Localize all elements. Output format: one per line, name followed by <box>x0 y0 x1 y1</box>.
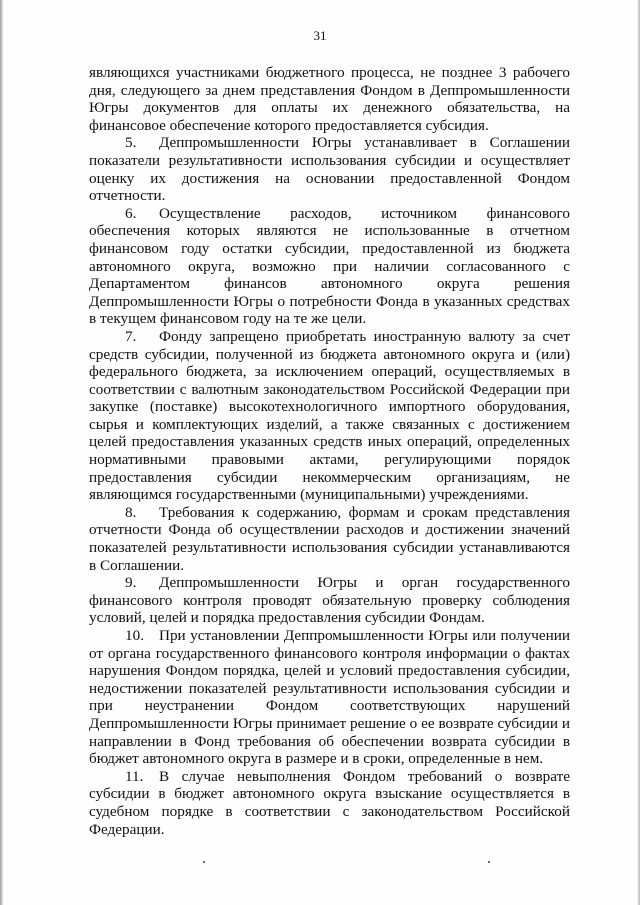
paragraph-number: 7. <box>125 327 137 345</box>
paragraph-5 <box>89 134 570 204</box>
paragraph-text: При установлении Деппромышленности Югры или получении от органа государственного финансового контроля информации о фактах нарушения Фондом порядка, целей и условий предоставления субсидии, недостижении показателей результативности использования субсидии и при неустранении Фондом соответствующих нарушений Деппромышленности Югры принимает решение о ее возврате субсидии и направлении в Фонд требования об обеспечении возврата субсидии в бюджет автономного округа в размере и в сроки, определенные в нем. <box>89 627 570 768</box>
paragraph-text: Фонду запрещено приобретать иностранную валюту за счет средств субсидии, полученной из бюджета автономного округа и (или) федерального бюджета, за исключением операций, осуществляемых в соответствии с валютным законодательством Российской Федерации при закупке (поставке) высокотехнологичного импортного оборудования, сырья и комплектующих изделий, а также связанных с достижением целей предоставления указанных средств иных операций, определенных нормативными правовыми актами, регулирующими порядок предоставления субсидии некоммерческим организациям, не являющимся государственными (муниципальными) учреждениями. <box>89 327 570 504</box>
paragraph-text: В случае невыполнения Фондом требований о возврате субсидии в бюджет автономного округа взыскание осуществляется в судебном порядке в соответствии с законодательством Российской Федерации. <box>89 767 570 838</box>
page-number: 31 <box>313 28 327 43</box>
paragraph-10 <box>89 627 570 768</box>
paragraph-11 <box>89 768 570 838</box>
paragraph-number: 5. <box>125 134 137 152</box>
paragraph-text: Требования к содержанию, формам и срокам представления отчетности Фонда об осуществлении расходов и достижении значений показателей результативности использования субсидии устанавливаются в Соглашении. <box>89 503 570 574</box>
paragraph-number: 9. <box>125 574 137 592</box>
paragraph-7 <box>89 328 570 504</box>
paragraph-6 <box>89 205 570 328</box>
paragraph-text: Деппромышленности Югры устанавливает в Соглашении показатели результативности использования субсидии и осуществляет оценку их достижения на основании предоставленной Фондом отчетности. <box>89 134 570 205</box>
paragraph-number: 8. <box>125 503 137 521</box>
scan-speck <box>488 861 490 863</box>
paragraph-continuation <box>89 64 570 134</box>
paragraph-text: Деппромышленности Югры и орган государственного финансового контроля проводят обязательную проверку соблюдения условий, целей и порядка предоставления субсидии Фондам. <box>89 574 570 627</box>
document-body <box>89 64 570 838</box>
paragraph-number: 6. <box>125 204 137 222</box>
paragraph-text: являющихся участниками бюджетного процесса, не позднее 3 рабочего дня, следующего за днем представления Фондом в Деппромышленности Югры документов для оплаты их денежного обязательства, на финансовое обеспечение которого предоставляется субсидия. <box>89 64 570 134</box>
paragraph-text: Осуществление расходов, источником финансового обеспечения которых являются не использованные в отчетном финансовом году остатки субсидии, предоставленной из бюджета автономного округа, возможно при наличии согласованного с Департаментом финансов автономного округа решения Деппромышленности Югры о потребности Фонда в указанных средствах в текущем финансовом году на те же цели. <box>89 204 570 328</box>
paragraph-9 <box>89 574 570 627</box>
paragraph-number: 11. <box>125 767 144 785</box>
paragraph-8 <box>89 504 570 574</box>
scan-speck <box>203 861 205 863</box>
paragraph-number: 10. <box>125 627 144 644</box>
scan-edge-left <box>0 0 4 905</box>
